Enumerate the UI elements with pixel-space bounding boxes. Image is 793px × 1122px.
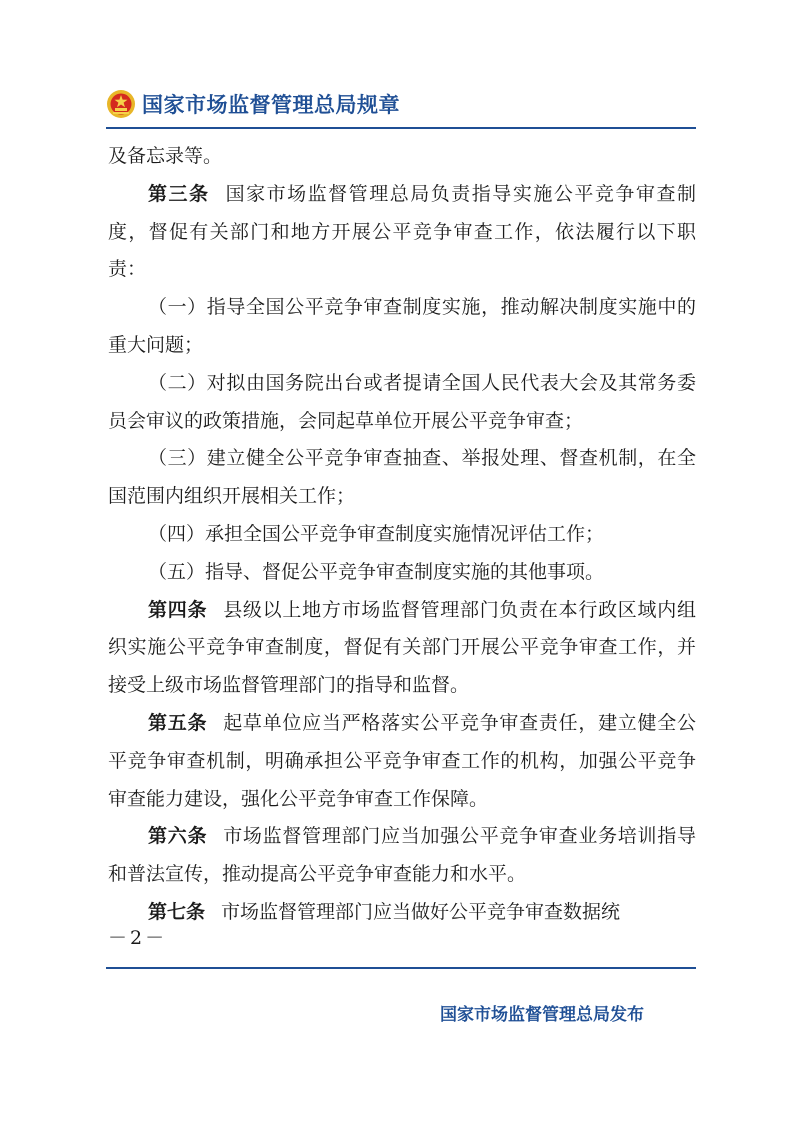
- article-7-number: 第七条: [148, 900, 206, 923]
- article-3-item-1: （一）指导全国公平竞争审查制度实施，推动解决制度实施中的重大问题；: [108, 296, 696, 356]
- footer-publisher: 国家市场监督管理总局发布: [440, 1005, 644, 1025]
- article-3-item-5: （五）指导、督促公平竞争审查制度实施的其他事项。: [148, 560, 605, 583]
- article-3-item-2: （二）对拟由国务院出台或者提请全国人民代表大会及其常务委员会审议的政策措施，会同起草单位开展公平竞争审查；: [108, 371, 696, 432]
- article-3-text: 国家市场监督管理总局负责指导实施公平竞争审查制度，督促有关部门和地方开展公平竞争审查工作，依法履行以下职责：: [108, 182, 696, 281]
- article-6-number: 第六条: [148, 825, 208, 848]
- article-4: [108, 592, 696, 705]
- header-divider: [106, 127, 696, 129]
- header-title: 国家市场监督管理总局规章: [142, 93, 400, 117]
- article-3-item-3: （三）建立健全公平竞争审查抽查、举报处理、督查机制，在全国范围内组织开展相关工作；: [108, 447, 696, 508]
- article-4-text: 县级以上地方市场监督管理部门负责在本行政区域内组织实施公平竞争审查制度，督促有关部门开展公平竞争审查工作，并接受上级市场监督管理部门的指导和监督。: [108, 598, 696, 697]
- document-body: [108, 138, 696, 932]
- article-7: [108, 894, 696, 932]
- article-7-text: 市场监督管理部门应当做好公平竞争审查数据统: [221, 900, 621, 923]
- article-5: [108, 705, 696, 818]
- article-3-item-4: （四）承担全国公平竞争审查制度实施情况评估工作；: [148, 522, 605, 545]
- article-5-number: 第五条: [148, 711, 208, 734]
- article-3-number: 第三条: [148, 182, 210, 205]
- article-4-number: 第四条: [148, 598, 208, 621]
- article-6: [108, 818, 696, 894]
- article-6-text: 市场监督管理部门应当加强公平竞争审查业务培训指导和普法宣传，推动提高公平竞争审查能力和水平。: [108, 825, 696, 886]
- footer-divider: [106, 967, 696, 969]
- national-emblem-icon: [106, 89, 136, 119]
- page-number: －2－: [108, 927, 168, 949]
- continuation-paragraph: 及备忘录等。: [108, 145, 223, 167]
- article-3: [108, 176, 696, 289]
- article-5-text: 起草单位应当严格落实公平竞争审查责任，建立健全公平竞争审查机制，明确承担公平竞争审查工作的机构，加强公平竞争审查能力建设，强化公平竞争审查工作保障。: [108, 711, 696, 810]
- document-header: [106, 84, 400, 124]
